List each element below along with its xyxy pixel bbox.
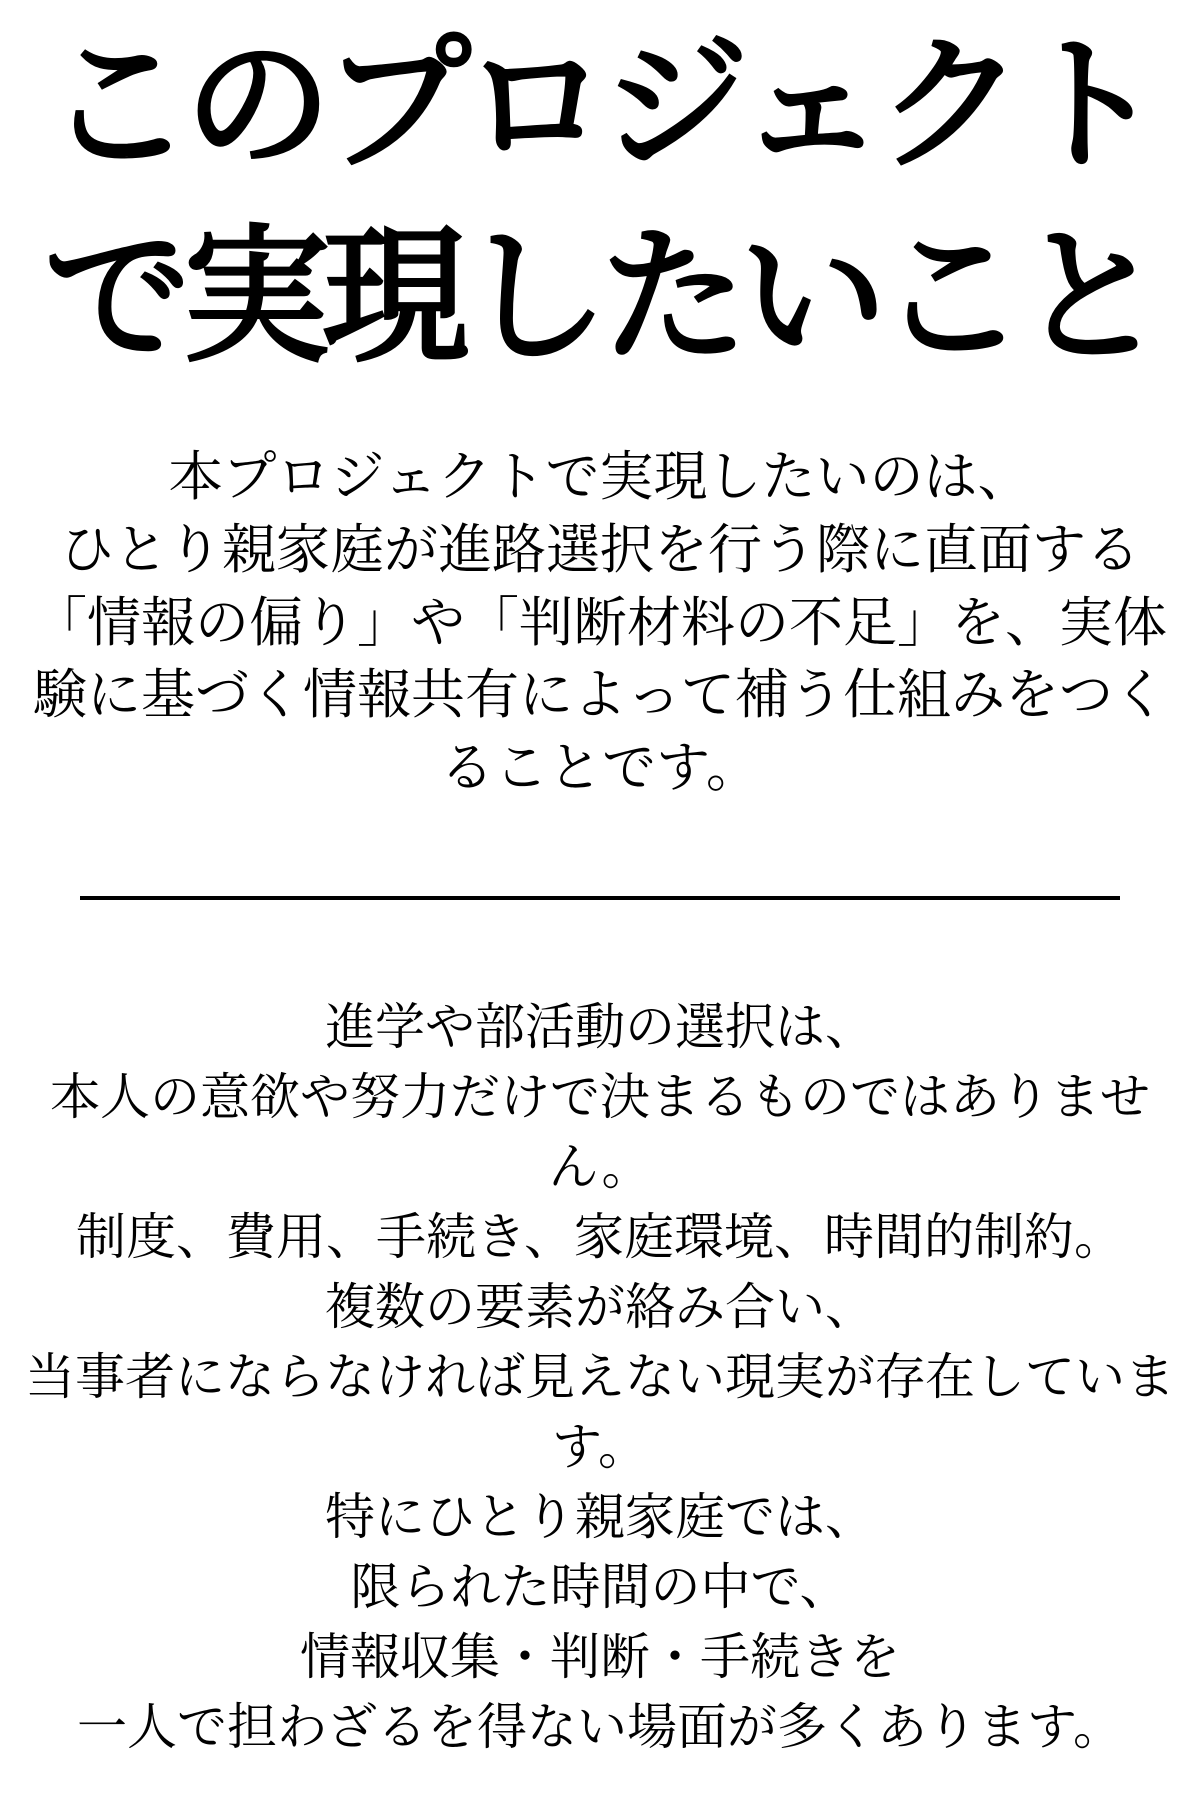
- intro-line: 「情報の偏り」や「判断材料の不足」を、実体: [33, 592, 1167, 653]
- page-title-line: このプロジェクト: [44, 23, 1155, 188]
- page-title-line: で実現したいこと: [43, 215, 1157, 381]
- body-line: 当事者にならなければ見えない現実が存在していま: [25, 1349, 1175, 1406]
- page-title: [0, 10, 1200, 395]
- body-line: 本人の意欲や努力だけで決まるものではありませ: [50, 1069, 1150, 1126]
- intro-paragraph: [0, 441, 1200, 805]
- body-line: 進学や部活動の選択は、: [325, 999, 875, 1056]
- body-line: 情報収集・判断・手続きを: [300, 1629, 900, 1686]
- body-line: す。: [552, 1419, 648, 1476]
- intro-line: 験に基づく情報共有によって補う仕組みをつく: [33, 665, 1167, 726]
- body-line: 制度、費用、手続き、家庭環境、時間的制約。: [76, 1209, 1124, 1266]
- project-description-page: [0, 10, 1200, 1810]
- body-line: ん。: [548, 1139, 652, 1196]
- body-line: 一人で担わざるを得ない場面が多くあります。: [77, 1699, 1123, 1756]
- section-divider: [80, 896, 1120, 900]
- body-line: 限られた時間の中で、: [350, 1559, 850, 1616]
- body-line: 複数の要素が絡み合い、: [325, 1279, 875, 1336]
- intro-line: ひとり親家庭が進路選択を行う際に直面する: [60, 519, 1140, 580]
- intro-line: ることです。: [440, 738, 760, 799]
- intro-line: 本プロジェクトで実現したいのは、: [168, 446, 1032, 507]
- body-line: 特にひとり親家庭では、: [325, 1489, 875, 1546]
- body-paragraph: [0, 992, 1200, 1762]
